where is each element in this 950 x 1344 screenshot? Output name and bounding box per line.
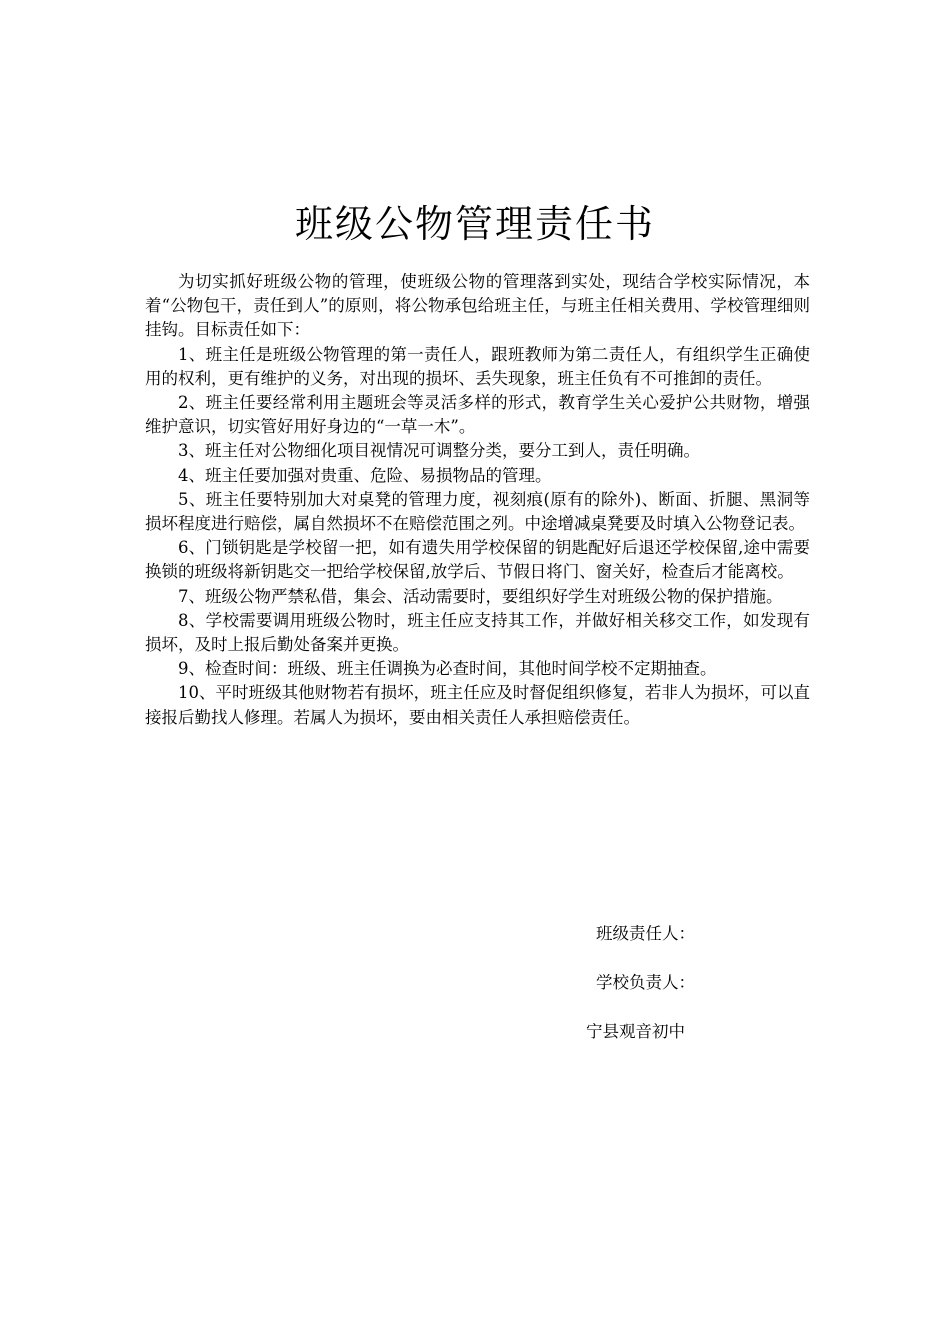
- clause-1: 1、班主任是班级公物管理的第一责任人，跟班教师为第二责任人，有组织学生正确使用的权利，更有维护的义务，对出现的损坏、丢失现象，班主任负有不可推卸的责任。: [145, 344, 810, 388]
- clause-3: 3、班主任对公物细化项目视情况可调整分类，要分工到人，责任明确。: [178, 441, 700, 461]
- class-responsible-signature: 班级责任人：: [596, 924, 695, 943]
- school-name: 宁县观音初中: [586, 1022, 685, 1041]
- clause-5: 5、班主任要特别加大对桌凳的管理力度，视刻痕(原有的除外)、断面、折腿、黑洞等损坏程度进行赔偿，属自然损坏不在赔偿范围之列。中途增减桌凳要及时填入公物登记表。: [145, 489, 810, 534]
- document-body: [145, 270, 810, 730]
- clause-9: 9、检查时间：班级、班主任调换为必查时间，其他时间学校不定期抽查。: [178, 659, 717, 679]
- clause-8: 8、学校需要调用班级公物时，班主任应支持其工作，并做好相关移交工作，如发现有损坏，及时上报后勤处备案并更换。: [145, 610, 810, 655]
- clause-6: 6、门锁钥匙是学校留一把，如有遗失用学校保留的钥匙配好后退还学校保留,途中需要换锁的班级将新钥匙交一把给学校保留,放学后、节假日将门、窗关好，检查后才能离校。: [145, 538, 810, 582]
- clause-10: 10、平时班级其他财物若有损坏，班主任应及时督促组织修复，若非人为损坏，可以直接报后勤找人修理。若属人为损坏，要由相关责任人承担赔偿责任。: [145, 683, 810, 727]
- clause-2: 2、班主任要经常利用主题班会等灵活多样的形式，教育学生关心爱护公共财物，增强维护意识，切实管好用好身边的“一草一木”。: [145, 393, 810, 437]
- intro-paragraph: 为切实抓好班级公物的管理，使班级公物的管理落到实处，现结合学校实际情况，本着“公物包干，责任到人”的原则，将公物承包给班主任，与班主任相关费用、学校管理细则挂钩。目标责任如下：: [145, 272, 810, 340]
- clause-4: 4、班主任要加强对贵重、危险、易损物品的管理。: [178, 465, 552, 485]
- clause-7: 7、班级公物严禁私借，集会、活动需要时，要组织好学生对班级公物的保护措施。: [178, 586, 783, 606]
- document-title: 班级公物管理责任书: [294, 202, 655, 246]
- school-responsible-signature: 学校负责人：: [596, 973, 695, 992]
